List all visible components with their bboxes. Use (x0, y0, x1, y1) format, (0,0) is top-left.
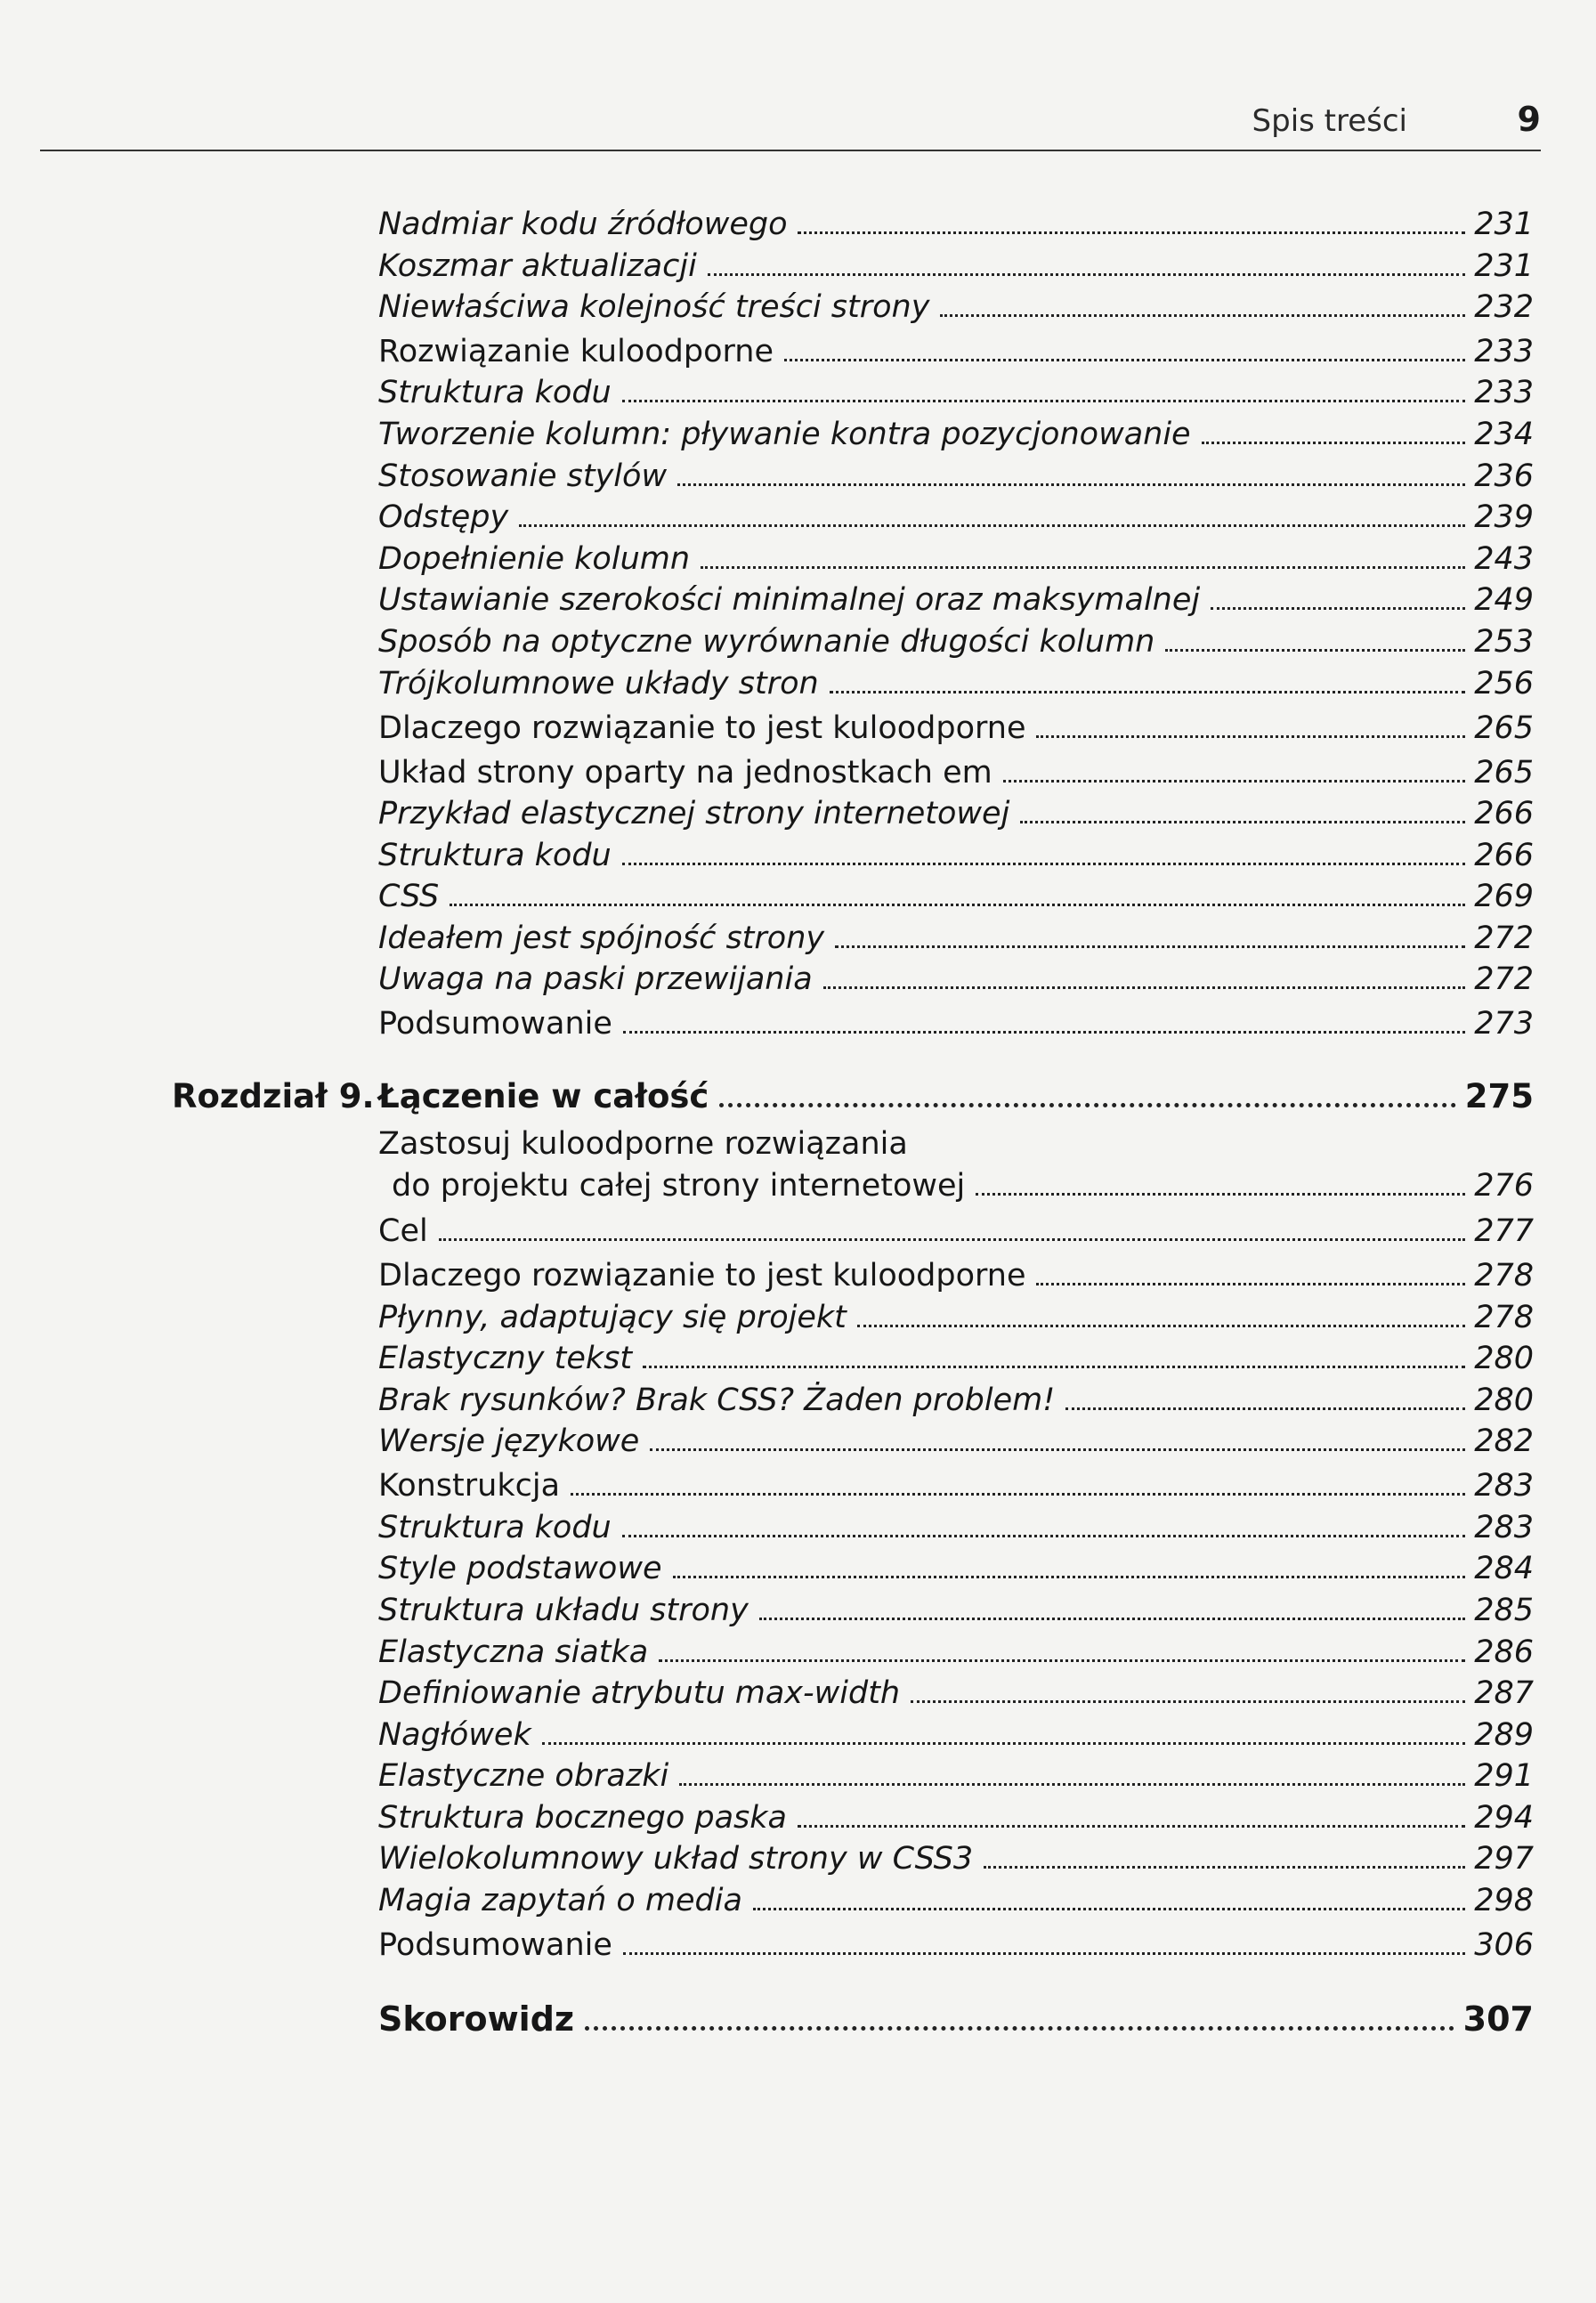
chapter-page: 275 (1464, 1077, 1534, 1115)
toc-entry-page: 283 (1474, 1468, 1534, 1504)
index-entry (378, 1996, 1534, 2042)
toc-entry-title: Elastyczny tekst (378, 1341, 633, 1376)
toc-entry (378, 1838, 1534, 1879)
toc-entry-page: 265 (1474, 710, 1534, 746)
toc-entry (378, 372, 1534, 413)
dot-leader (984, 1866, 1465, 1869)
toc-entry-page: 232 (1474, 289, 1534, 325)
dot-leader (673, 1576, 1466, 1578)
toc-entry-title: Wielokolumnowy układ strony w CSS3 (378, 1841, 974, 1877)
toc-entry (378, 1380, 1534, 1421)
toc-entry (378, 204, 1534, 245)
toc-entry-title: Dlaczego rozwiązanie to jest kuloodporne (378, 710, 1026, 746)
dot-leader (623, 1952, 1465, 1955)
dot-leader (643, 1366, 1465, 1368)
toc-entry-page: 239 (1474, 499, 1534, 535)
toc-entry (378, 918, 1534, 959)
chapter-heading (172, 1076, 1534, 1117)
dot-leader (1020, 821, 1465, 823)
toc-entry-page: 277 (1474, 1213, 1534, 1249)
chapter-title-group (172, 1076, 709, 1117)
toc-entry-title: Uwaga na paski przewijania (378, 961, 813, 997)
toc-entry-title: Elastyczna siatka (378, 1634, 649, 1670)
dot-leader (622, 863, 1465, 865)
toc-entry-title: Przykład elastycznej strony internetowej (378, 796, 1010, 831)
toc-entry (378, 1211, 1534, 1252)
toc-entry-page: 233 (1474, 334, 1534, 369)
toc-entry-title: Cel (378, 1213, 428, 1249)
dot-leader (719, 1103, 1455, 1107)
dot-leader (1036, 1283, 1465, 1285)
toc-entry (378, 414, 1534, 455)
toc-entry-title: Podsumowanie (378, 1927, 612, 1963)
toc-entry-page: 272 (1474, 920, 1534, 956)
toc-entry-page: 265 (1474, 755, 1534, 791)
dot-leader (1003, 780, 1465, 783)
toc-entry-title: Nadmiar kodu źródłowego (378, 207, 788, 242)
toc-entry-wrapped (378, 1123, 1534, 1207)
dot-leader (1065, 1407, 1465, 1410)
toc-entry (378, 331, 1534, 372)
toc-entry (378, 1507, 1534, 1548)
dot-leader (1165, 649, 1465, 652)
dot-leader (759, 1618, 1465, 1620)
toc-entry-page: 253 (1474, 624, 1534, 660)
toc-entry-title-line2: do projektu całej strony internetowej (392, 1168, 966, 1204)
dot-leader (622, 1535, 1465, 1537)
toc-entry (378, 793, 1534, 834)
toc-entry-title: Struktura bocznego paska (378, 1800, 787, 1836)
toc-entry-title: Ideałem jest spójność strony (378, 920, 825, 956)
toc-entry-title: Wersje językowe (378, 1423, 640, 1459)
toc-entry-title: Układ strony oparty na jednostkach em (378, 755, 992, 791)
toc-entry (378, 1297, 1534, 1338)
toc-entry-title: Style podstawowe (378, 1551, 662, 1586)
toc-entry-page: 285 (1474, 1593, 1534, 1628)
toc-entry-page: 236 (1474, 458, 1534, 494)
toc-entry-page: 294 (1474, 1800, 1534, 1836)
toc-entry-page: 280 (1474, 1383, 1534, 1418)
dot-leader (650, 1448, 1465, 1451)
toc-entry (378, 456, 1534, 497)
toc-entry-page: 283 (1474, 1510, 1534, 1545)
toc-entry-page: 249 (1474, 582, 1534, 618)
toc-entry-title: Magia zapytań o media (378, 1883, 742, 1918)
toc-entry (378, 497, 1534, 538)
toc-entry (378, 708, 1534, 749)
toc-entry (378, 1925, 1534, 1966)
header-title: Spis treści (1252, 103, 1407, 139)
toc-entry-page: 231 (1474, 248, 1534, 284)
toc-entry (378, 1548, 1534, 1589)
toc-entry (378, 876, 1534, 917)
toc-entry-title: Odstępy (378, 499, 509, 535)
toc-entry-title: Stosowanie stylów (378, 458, 668, 494)
toc-entry-page: 233 (1474, 375, 1534, 410)
toc-entry-title: Tworzenie kolumn: pływanie kontra pozycjonowanie (378, 417, 1191, 452)
dot-leader (623, 1031, 1465, 1034)
toc-entry (378, 959, 1534, 1000)
toc-entry-page: 278 (1474, 1258, 1534, 1293)
toc-entry-title: Struktura układu strony (378, 1593, 749, 1628)
toc-entry-title: Elastyczne obrazki (378, 1758, 669, 1794)
dot-leader (798, 1825, 1465, 1828)
dot-leader (784, 359, 1465, 361)
toc-entry (378, 1590, 1534, 1631)
chapter-number: Rozdział 9. (172, 1077, 375, 1115)
toc-entry (378, 1756, 1534, 1796)
toc-entry (378, 246, 1534, 287)
index-page: 307 (1462, 1999, 1534, 2039)
toc-entry (378, 1632, 1534, 1673)
toc-entry-page: 278 (1474, 1300, 1534, 1335)
toc-entry (378, 1421, 1534, 1462)
toc-entry (378, 539, 1534, 580)
toc-entry-page: 243 (1474, 541, 1534, 577)
dot-leader (679, 1783, 1465, 1786)
toc-entry-title: Dopełnienie kolumn (378, 541, 691, 577)
dot-leader (542, 1742, 1465, 1745)
dot-leader (585, 2026, 1454, 2031)
toc-entry-title: CSS (378, 879, 440, 914)
dot-leader (976, 1193, 1465, 1196)
toc-entry-page: 266 (1474, 796, 1534, 831)
toc-entry-page: 287 (1474, 1675, 1534, 1711)
toc-entry-page: 289 (1474, 1717, 1534, 1753)
toc-entry (378, 1880, 1534, 1921)
dot-leader (835, 945, 1465, 948)
toc-entry-title: Struktura kodu (378, 1510, 612, 1545)
toc-entry-page: 269 (1474, 879, 1534, 914)
toc-entry-page: 231 (1474, 207, 1534, 242)
dot-leader (622, 400, 1465, 402)
dot-leader (677, 483, 1465, 486)
toc-entry-page: 234 (1474, 417, 1534, 452)
toc-entry-page: 298 (1474, 1883, 1534, 1918)
dot-leader (823, 986, 1466, 989)
toc-entry (378, 1003, 1534, 1044)
chapter-title: Łączenie w całość (378, 1077, 709, 1115)
toc-entry-page: 282 (1474, 1423, 1534, 1459)
dot-leader (798, 231, 1465, 234)
toc-entry-title: Niewłaściwa kolejność treści strony (378, 289, 930, 325)
toc-entry (378, 752, 1534, 793)
toc-entry-page: 306 (1474, 1927, 1534, 1963)
toc-entry-title: Struktura kodu (378, 375, 612, 410)
toc-entry-page: 291 (1474, 1758, 1534, 1794)
toc-entry-page: 266 (1474, 838, 1534, 873)
toc-entry-page: 276 (1474, 1168, 1534, 1204)
dot-leader (1211, 607, 1465, 610)
toc-entry-page: 286 (1474, 1634, 1534, 1670)
dot-leader (701, 566, 1465, 569)
toc-entry (378, 1673, 1534, 1714)
toc-entry-title: Definiowanie atrybutu max-width (378, 1675, 901, 1711)
dot-leader (708, 273, 1465, 276)
toc-entry-title-line1: Zastosuj kuloodporne rozwiązania (378, 1126, 908, 1162)
toc-entry (378, 621, 1534, 662)
toc-entry-title: Trójkolumnowe układy stron (378, 666, 819, 701)
toc-entry-title: Dlaczego rozwiązanie to jest kuloodporne (378, 1258, 1026, 1293)
toc-entry-title: Sposób na optyczne wyrównanie długości kolumn (378, 624, 1155, 660)
index-title: Skorowidz (378, 1999, 575, 2039)
toc-entry-title: Podsumowanie (378, 1006, 612, 1042)
toc-entry-page: 256 (1474, 666, 1534, 701)
toc-entry-page: 273 (1474, 1006, 1534, 1042)
toc-entry-title: Struktura kodu (378, 838, 612, 873)
dot-leader (857, 1325, 1465, 1327)
toc-entry (378, 1797, 1534, 1838)
toc-entry-page: 284 (1474, 1551, 1534, 1586)
toc-entry (378, 1715, 1534, 1756)
dot-leader (659, 1659, 1465, 1662)
dot-leader (571, 1493, 1465, 1496)
toc-entry-title: Koszmar aktualizacji (378, 248, 697, 284)
dot-leader (830, 691, 1465, 693)
dot-leader (450, 904, 1465, 906)
toc-entry (378, 1338, 1534, 1379)
dot-leader (439, 1238, 1465, 1241)
toc-entry (378, 580, 1534, 620)
toc-entry-title: Ustawianie szerokości minimalnej oraz maksymalnej (378, 582, 1201, 618)
dot-leader (519, 524, 1465, 527)
toc-entry-title: Nagłówek (378, 1717, 531, 1753)
toc-entry (378, 835, 1534, 876)
toc-entry (378, 663, 1534, 704)
dot-leader (1202, 442, 1466, 444)
toc-entry-title-line2-row (378, 1165, 1534, 1207)
dot-leader (940, 314, 1465, 317)
toc-entry (378, 1255, 1534, 1296)
toc-entry-title: Brak rysunków? Brak CSS? Żaden problem! (378, 1383, 1056, 1418)
dot-leader (1036, 735, 1465, 738)
toc-entry (378, 287, 1534, 328)
toc-entry-page: 297 (1474, 1841, 1534, 1877)
toc-entry (378, 1465, 1534, 1506)
toc-entry-page: 280 (1474, 1341, 1534, 1376)
dot-leader (911, 1700, 1465, 1703)
toc-entry-title: Rozwiązanie kuloodporne (378, 334, 774, 369)
toc-entry-title: Konstrukcja (378, 1468, 561, 1504)
toc-entry-page: 272 (1474, 961, 1534, 997)
toc-entry-title: Płynny, adaptujący się projekt (378, 1300, 847, 1335)
page-number: 9 (1517, 100, 1541, 139)
dot-leader (753, 1908, 1465, 1910)
